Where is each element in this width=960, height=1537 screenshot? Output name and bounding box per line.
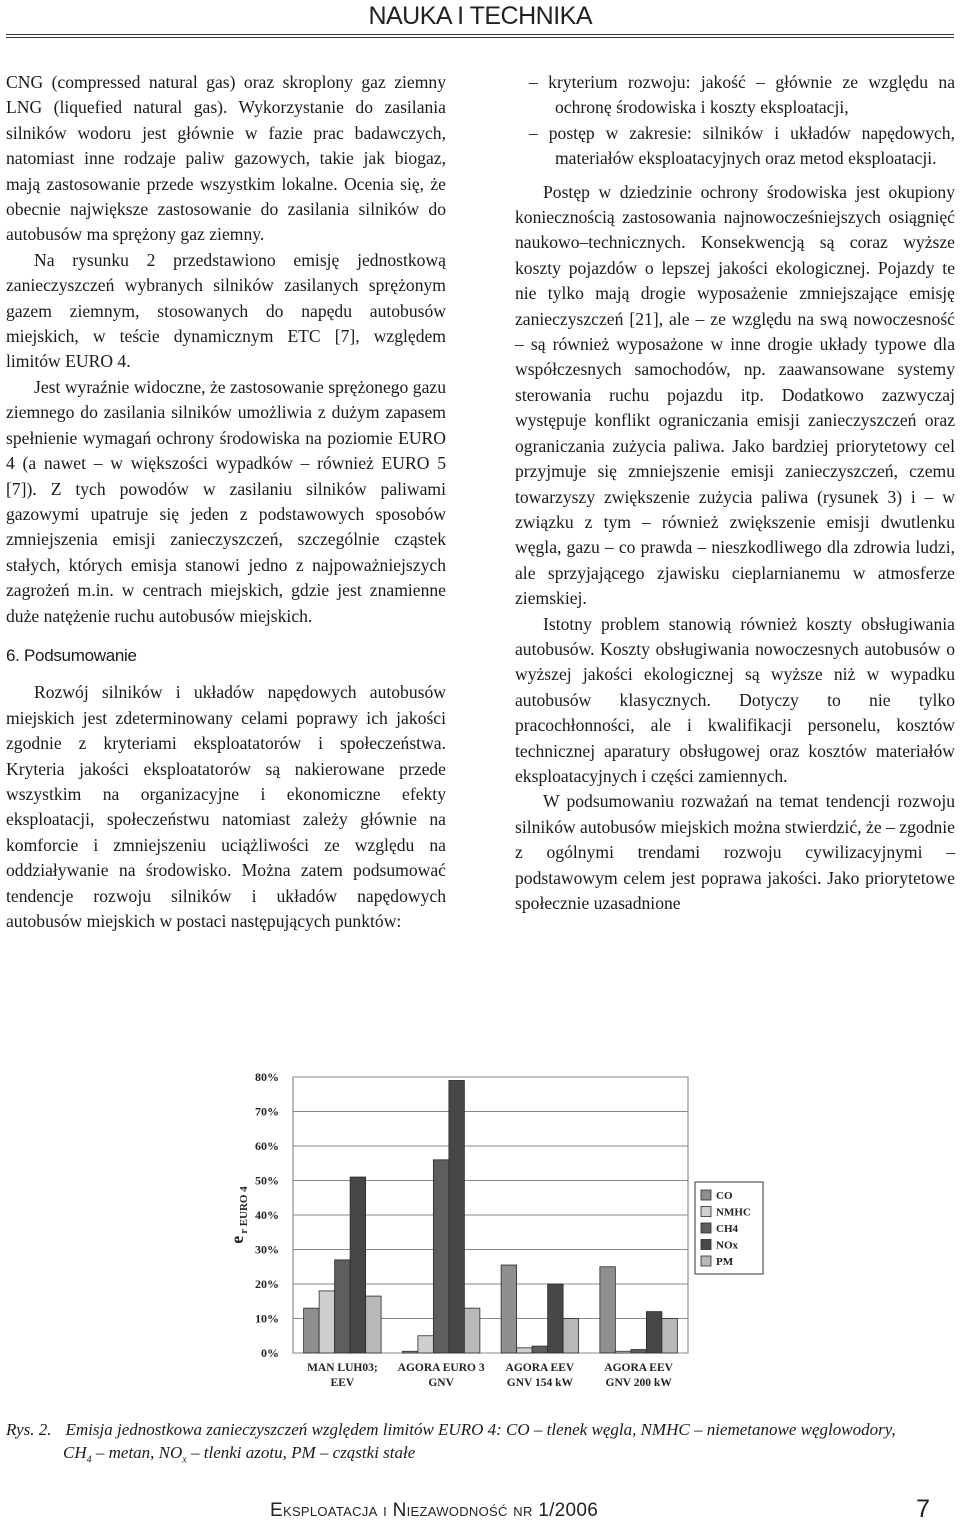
- bar-nox: [548, 1284, 564, 1353]
- bar-pm: [366, 1296, 382, 1353]
- page-number: 7: [916, 1495, 930, 1523]
- bar-nmhc: [615, 1351, 631, 1353]
- bar-ch4: [631, 1350, 647, 1353]
- chart-canvas: [215, 1062, 775, 1397]
- caption-text: Emisja jednostkowa zanieczyszczeń względem limitów EURO 4: CO – tlenek węgla, NMHC – niemetanowe węglowodory,: [65, 1420, 896, 1439]
- bar-co: [600, 1267, 616, 1353]
- x-tick-label: GNV 154 kW: [506, 1377, 573, 1389]
- caption-subscript: 4: [86, 1454, 92, 1466]
- x-tick-label: AGORA EEV: [505, 1362, 575, 1374]
- left-column: [6, 70, 446, 934]
- y-tick-label: 60%: [255, 1139, 279, 1153]
- y-axis-label: $e_{r EURO 4}$: [227, 1186, 250, 1244]
- bar-nox: [449, 1080, 465, 1353]
- x-tick-label: GNV: [428, 1377, 454, 1389]
- figure-caption: [6, 1418, 956, 1471]
- y-tick-label: 20%: [255, 1277, 279, 1291]
- legend-swatch: [701, 1240, 711, 1250]
- bar-ch4: [335, 1260, 351, 1353]
- y-tick-label: 50%: [255, 1173, 279, 1188]
- x-tick-label: AGORA EURO 3: [397, 1362, 485, 1374]
- bar-ch4: [433, 1160, 449, 1353]
- legend-swatch: [701, 1207, 711, 1217]
- y-tick-label: 0%: [261, 1346, 279, 1360]
- paragraph: Istotny problem stanowią również koszty obsługiwania autobusów. Koszty obsługiwania nowoczesnych autobusów o wyższej jakości ekologicznej są wyższe niż w wypadku autobusów klasycznych. Dotyczy to nie tylko pracochłonności, ale i kwalifikacji personelu, kosztów technicznej aparatury obsługowej oraz kosztów materiałów eksploatacyjnych i części zamiennych.: [515, 613, 955, 786]
- legend-label: CH4: [716, 1223, 738, 1235]
- running-header: NAUKA I TECHNIKA: [368, 2, 592, 30]
- emissions-bar-chart: [215, 1062, 775, 1397]
- bar-nox: [646, 1312, 662, 1353]
- legend-swatch: [701, 1190, 711, 1200]
- bar-nmhc: [517, 1348, 533, 1353]
- bar-ch4: [532, 1346, 548, 1353]
- paragraph: Na rysunku 2 przedstawiono emisję jednostkową zanieczyszczeń wybranych silników zasilanych sprężonym gazem ziemnym, stosowanych do napędu autobusów miejskich, w teście dynamicznym ETC [7], względem limitów EURO 4.: [6, 249, 446, 372]
- bar-nmhc: [319, 1291, 335, 1353]
- bar-co: [402, 1351, 418, 1353]
- paragraph: CNG (compressed natural gas) oraz skroplony gaz ziemny LNG (liquefied natural gas). Wykorzystanie do zasilania silników wodoru jest głównie w fazie prac badawczych, natomiast inne rodzaje paliw gazowych, takie jak biogaz, mają zastosowanie przede wszystkim lokalne. Ocenia się, że obecnie największe zastosowanie do zasilania silników do autobusów ma sprężony gaz ziemny.: [6, 72, 446, 245]
- caption-text: – metan, NO: [95, 1443, 183, 1462]
- legend-swatch: [701, 1256, 711, 1266]
- bar-co: [501, 1265, 517, 1353]
- paragraph: Jest wyraźnie widoczne, że zastosowanie sprężonego gazu ziemnego do zasilania silników umożliwia z dużym zapasem spełnienie wymagań ochrony środowiska na poziomie EURO 4 (a nawet – w większości wypadków – również EURO 5 [7]). Z tych powodów w zasilaniu silników paliwami gazowymi upatruje się jeden z podstawowych sposobów zmniejszenia emisji zanieczyszczeń, szczególnie cząstek stałych, których emisja stanowi jedno z najpoważniejszych zagrożeń m.in. w centrach miejskich, gdzie jest znamienne duże natężenie ruchu autobusów miejskich.: [6, 376, 446, 626]
- bar-pm: [563, 1319, 579, 1354]
- bar-nmhc: [418, 1336, 434, 1353]
- caption-subscript: x: [182, 1454, 187, 1466]
- y-tick-label: 70%: [255, 1104, 279, 1119]
- list-item: – postęp w zakresie: silników i układów napędowych, materiałów eksploatacyjnych oraz metod eksploatacji.: [529, 122, 955, 169]
- y-tick-label: 30%: [255, 1242, 279, 1257]
- paragraph: Rozwój silników i układów napędowych autobusów miejskich jest zdeterminowany celami poprawy ich jakości zgodnie z kryteriami eksploatatorów i społeczeństwa. Kryteria jakości eksploatatorów są nakierowane przede wszystkim na organizacyjne i ekonomiczne efekty eksploatacji, społeczeństwu natomiast zależy głównie na komforcie i zmniejszeniu uciążliwości ze względu na oddziaływanie na środowisko. Można zatem podsumować tendencje rozwoju silników i układów napędowych autobusów miejskich w postaci następujących punktów:: [6, 682, 446, 931]
- x-tick-label: GNV 200 kW: [605, 1377, 672, 1389]
- bar-pm: [464, 1308, 480, 1353]
- paragraph: W podsumowaniu rozważań na temat tendencji rozwoju silników autobusów miejskich można stwierdzić, że – zgodnie z ogólnymi trendami rozwoju cywilizacyjnymi – podstawowym celem jest poprawa jakości. Jako priorytetowe społecznie uzasadnione: [515, 791, 955, 913]
- legend-swatch: [701, 1223, 711, 1233]
- y-tick-label: 80%: [255, 1070, 279, 1084]
- x-tick-label: EEV: [330, 1377, 355, 1389]
- bar-co: [304, 1308, 320, 1353]
- list-item: – kryterium rozwoju: jakość – głównie ze względu na ochronę środowiska i koszty eksploatacji,: [529, 72, 955, 118]
- legend-label: PM: [716, 1256, 734, 1268]
- caption-label: Rys. 2.: [6, 1420, 52, 1439]
- paragraph: Postęp w dziedzinie ochrony środowiska jest okupiony koniecznością zastosowania najnowocześniejszych osiągnięć naukowo–technicznych. Konsekwencją są coraz wyższe koszty pojazdów o lepszej jakości ekologicznej. Pojazdy te nie tylko mają drogie wyposażenie zmniejszające emisję zanieczyszczeń [21], ale – ze względu na swą nowoczesność – są również wyposażone w inne drogie układy typowe dla współczesnych samochodów, np. zaawansowane systemy sterowania ruchu pojazdu itp. Dodatkowo zazwyczaj występuje konflikt ograniczania emisji zanieczyszczeń oraz ograniczania zużycia paliwa. Jako bardziej priorytetowy cel przyjmuje się zmniejszenie emisji zanieczyszczeń, czemu towarzyszy zwiększenie zużycia paliwa (rysunek 3) i – w związku z tym – również zwiększenie emisji dwutlenku węgla, gazu – co prawda – nieszkodliwego dla zdrowia ludzi, ale sprzyjającego zjawisku cieplarnianemu w atmosferze ziemskiej.: [515, 181, 955, 609]
- section-heading: 6. Podsumowanie: [6, 645, 137, 665]
- caption-text: – tlenki azotu, PM – cząstki stałe: [191, 1443, 416, 1462]
- bar-nox: [350, 1177, 366, 1353]
- journal-name: Eksploatacja i Niezawodność nr 1/2006: [270, 1500, 599, 1521]
- header-rule: [6, 34, 954, 39]
- caption-text: CH: [63, 1443, 87, 1462]
- bar-pm: [662, 1319, 678, 1354]
- y-tick-label: 40%: [255, 1208, 279, 1222]
- right-column: [515, 70, 955, 916]
- x-tick-label: AGORA EEV: [604, 1362, 673, 1374]
- y-tick-label: 10%: [255, 1311, 279, 1326]
- x-tick-label: MAN LUH03;: [307, 1362, 378, 1374]
- legend-label: NMHC: [716, 1206, 751, 1219]
- legend-label: CO: [716, 1190, 733, 1202]
- legend-label: NOx: [716, 1239, 738, 1252]
